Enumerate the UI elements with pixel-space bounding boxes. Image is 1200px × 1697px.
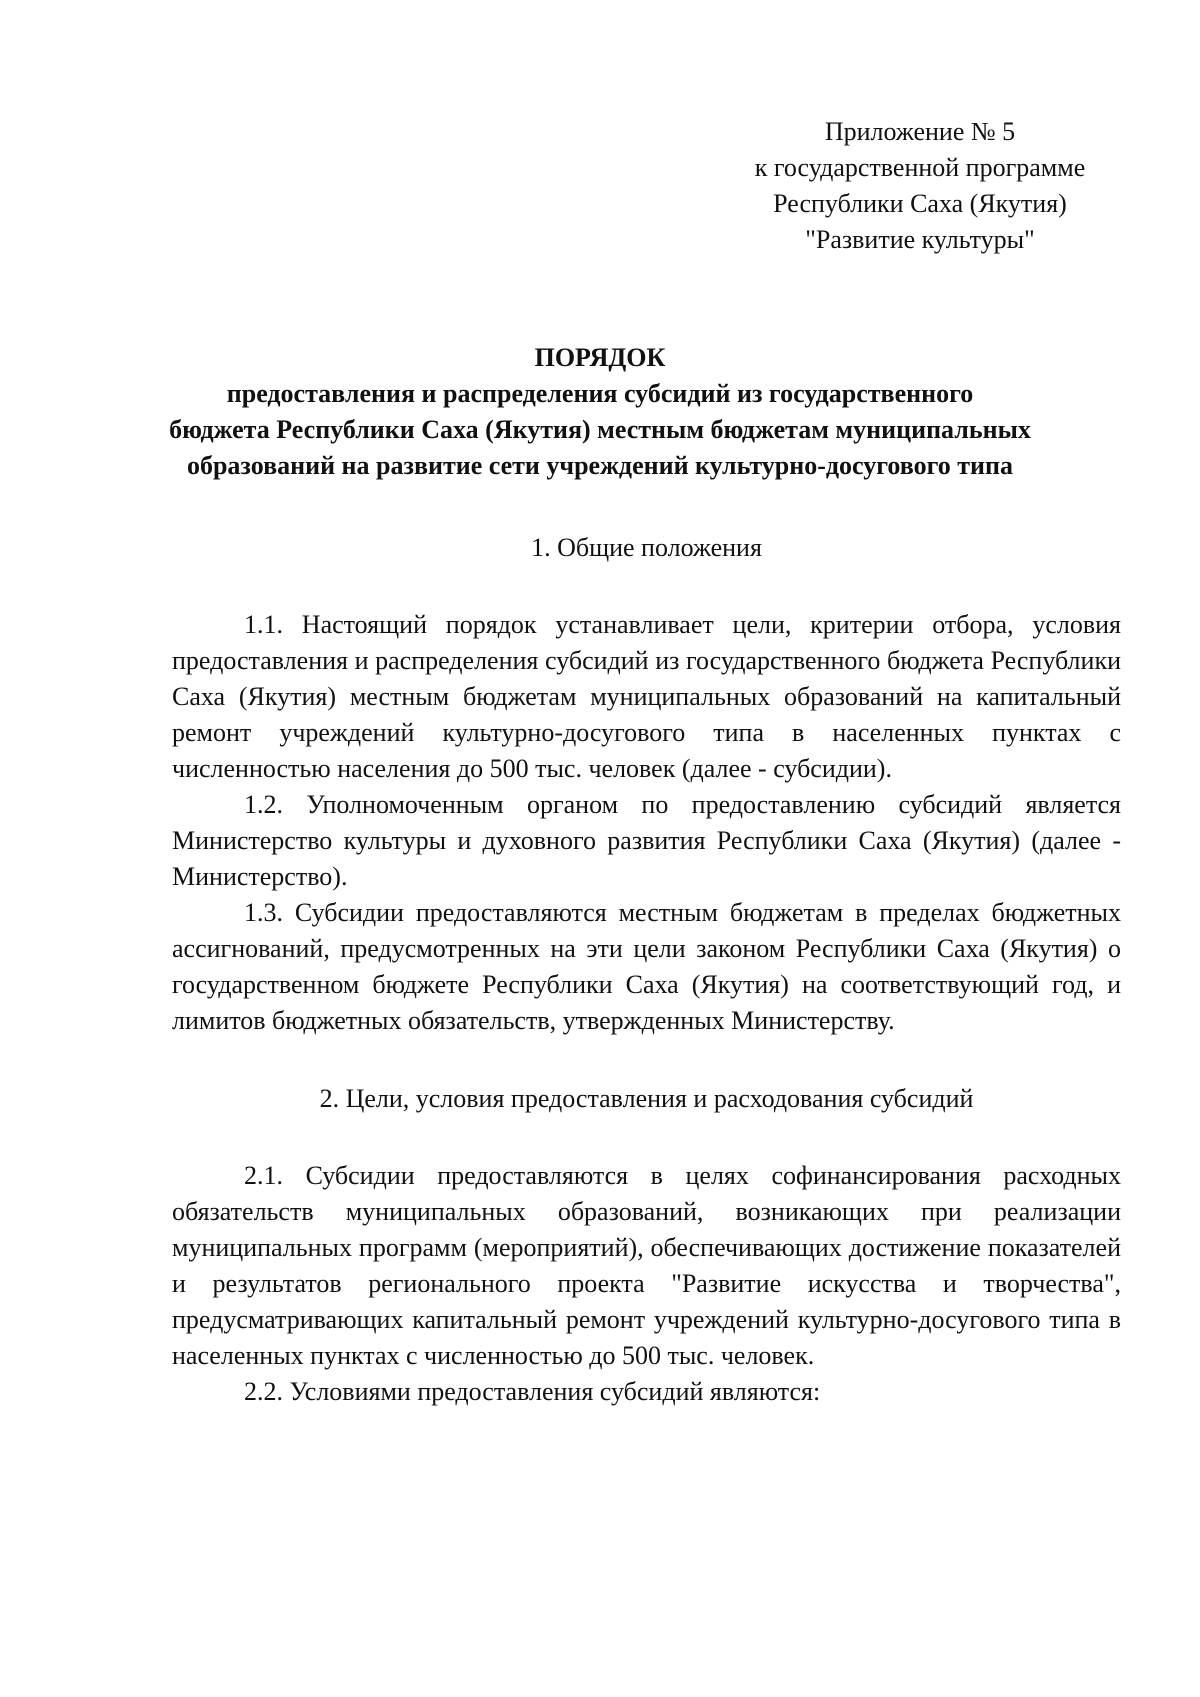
title-line: предоставления и распределения субсидий из государственного	[226, 379, 974, 408]
section-heading: 1. Общие положения	[531, 533, 762, 562]
appendix-line: к государственной программе	[754, 153, 1086, 182]
title-line: образований на развитие сети учреждений культурно-досугового типа	[186, 451, 1014, 480]
paragraph: 1.2. Уполномоченным органом по предоставлению субсидий является Министерство культуры и духовного развития Республики Саха (Якутия) (далее - Министерство).	[172, 790, 1121, 891]
appendix-block	[720, 114, 1120, 258]
document-title	[150, 340, 1050, 484]
appendix-line: Приложение № 5	[824, 117, 1016, 146]
paragraph: 1.3. Субсидии предоставляются местным бюджетам в пределах бюджетных ассигнований, предусмотренных на эти цели законом Республики Саха (Якутия) о государственном бюджете Республики Саха (Якутия) на соответствующий год, и лимитов бюджетных обязательств, утвержденных Министерству.	[172, 898, 1121, 1035]
title-heading: ПОРЯДОК	[534, 343, 666, 372]
section-heading: 2. Цели, условия предоставления и расходования субсидий	[319, 1084, 974, 1113]
paragraph: 2.1. Субсидии предоставляются в целях софинансирования расходных обязательств муниципальных образований, возникающих при реализации муниципальных программ (мероприятий), обеспечивающих достижение показателей и результатов регионального проекта "Развитие искусства и творчества", предусматривающих капитальный ремонт учреждений культурно-досугового типа в населенных пунктах с численностью до 500 тыс. человек.	[172, 1161, 1121, 1370]
appendix-line: Республики Саха (Якутия)	[773, 189, 1067, 218]
title-line: бюджета Республики Саха (Якутия) местным бюджетам муниципальных	[169, 415, 1031, 444]
appendix-line: "Развитие культуры"	[805, 225, 1035, 254]
paragraph: 1.1. Настоящий порядок устанавливает цели, критерии отбора, условия предоставления и распределения субсидий из государственного бюджета Республики Саха (Якутия) местным бюджетам муниципальных образований на капитальный ремонт учреждений культурно-досугового типа в населенных пунктах с численностью населения до 500 тыс. человек (далее - субсидии).	[172, 610, 1121, 783]
paragraph: 2.2. Условиями предоставления субсидий являются:	[244, 1377, 821, 1406]
document-body	[172, 530, 1121, 1410]
